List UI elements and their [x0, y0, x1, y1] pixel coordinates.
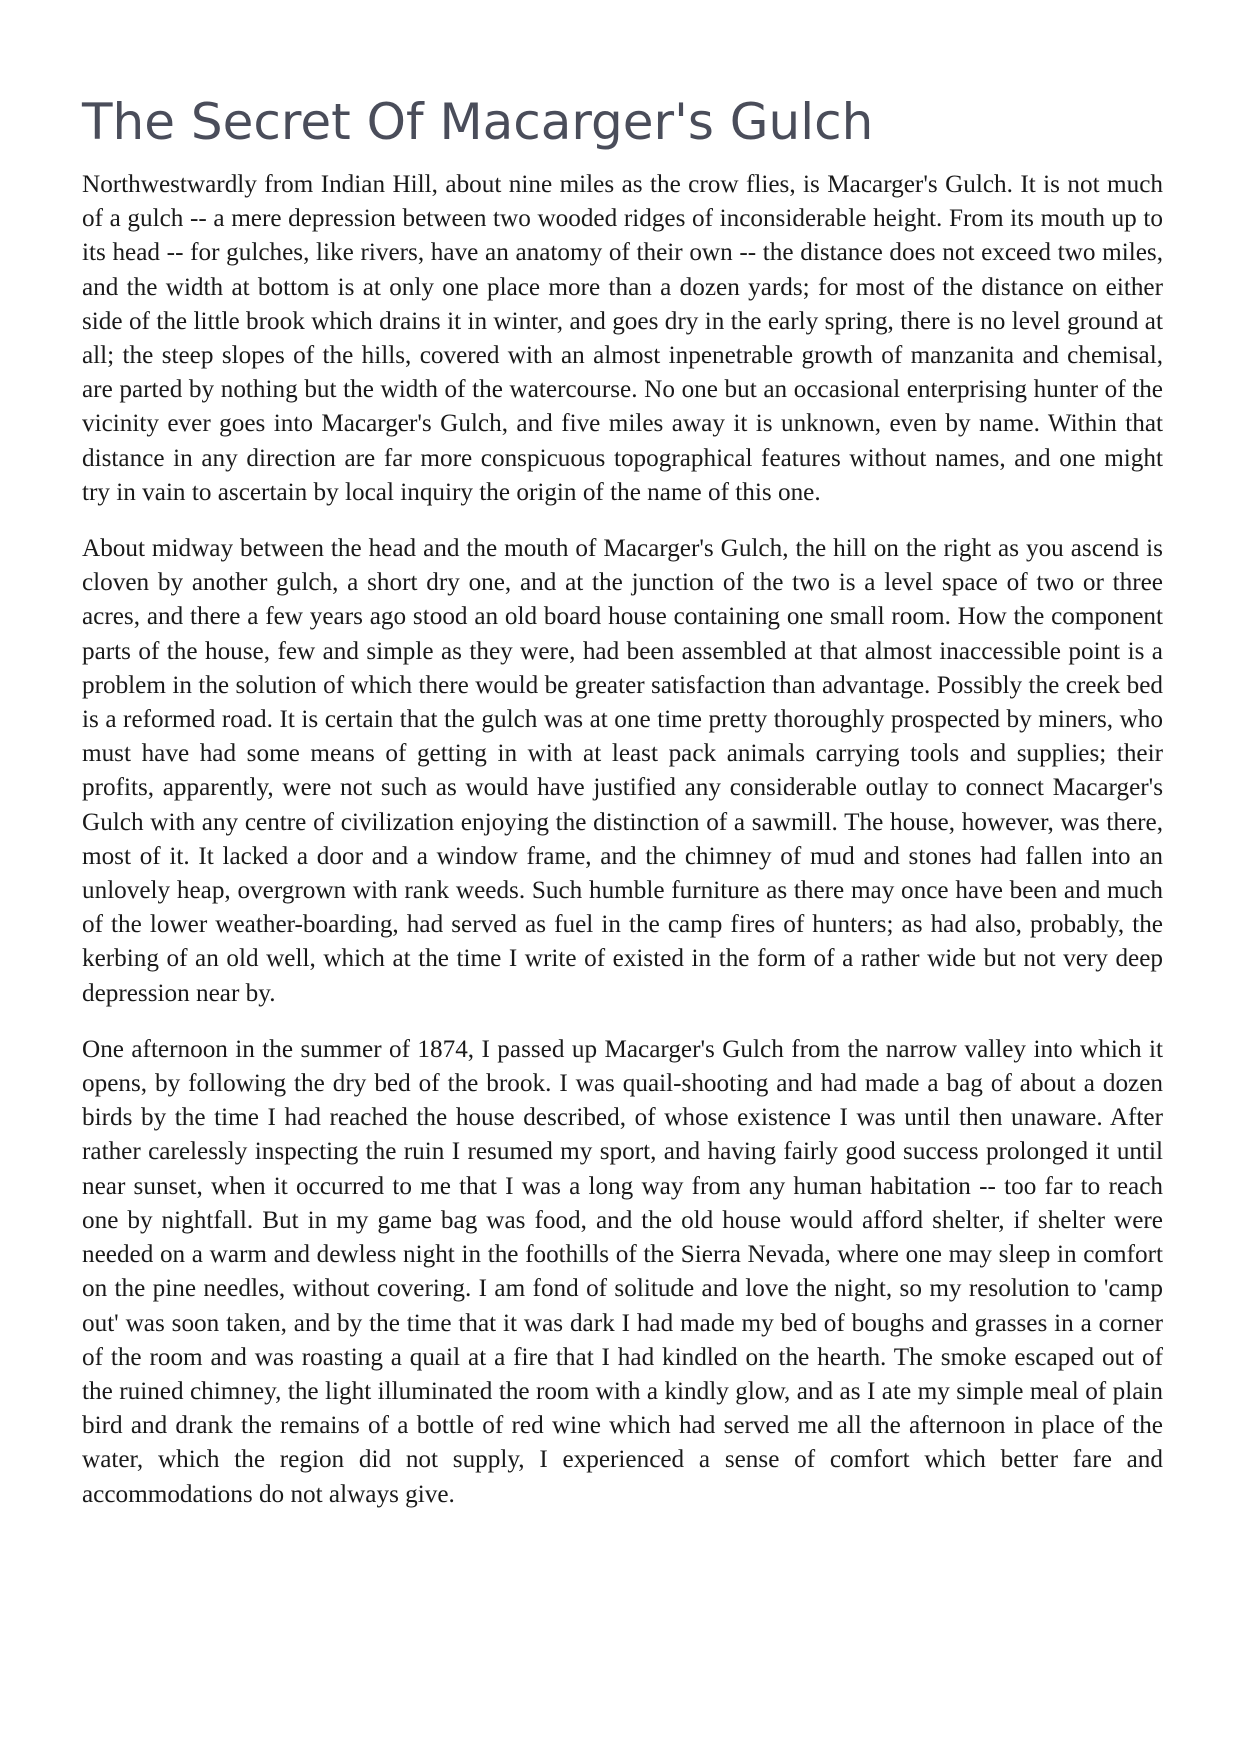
paragraph-3: One afternoon in the summer of 1874, I passed up Macarger's Gulch from the narrow valley into which it opens, by following the dry bed of the brook. I was quail-shooting and had made a bag of about a dozen birds by the time I had reached the house described, of whose existence I was until then unaware. After rather carelessly inspecting the ruin I resumed my sport, and having fairly good success prolonged it until near sunset, when it occurred to me that I was a long way from any human habitation -- too far to reach one by nightfall. But in my game bag was food, and the old house would afford shelter, if shelter were needed on a warm and dewless night in the foothills of the Sierra Nevada, where one may sleep in comfort on the pine needles, without covering. I am fond of solitude and love the night, so my resolution to 'camp out' was soon taken, and by the time that it was dark I had made my bed of boughs and grasses in a corner of the room and was roasting a quail at a fire that I had kindled on the hearth. The smoke escaped out of the ruined chimney, the light illuminated the room with a kindly glow, and as I ate my simple meal of plain bird and drank the remains of a bottle of red wine which had served me all the afternoon in place of the water, which the region did not supply, I experienced a sense of comfort which better fare and accommodations do not always give.: [82, 1035, 1163, 1508]
page-title: The Secret Of Macarger's Gulch: [82, 93, 874, 151]
paragraph-2: About midway between the head and the mouth of Macarger's Gulch, the hill on the right as you ascend is cloven by another gulch, a short dry one, and at the junction of the two is a level space of two or three acres, and there a few years ago stood an old board house containing one small room. How the component parts of the house, few and simple as they were, had been assembled at that almost inaccessible point is a problem in the solution of which there would be greater satisfaction than advantage. Possibly the creek bed is a reformed road. It is certain that the gulch was at one time pretty thoroughly prospected by miners, who must have had some means of getting in with at least pack animals carrying tools and supplies; their profits, apparently, were not such as would have justified any considerable outlay to connect Macarger's Gulch with any centre of civilization enjoying the distinction of a sawmill. The house, however, was there, most of it. It lacked a door and a window frame, and the chimney of mud and stones had fallen into an unlovely heap, overgrown with rank weeds. Such humble furniture as there may once have been and much of the lower weather-boarding, had served as fuel in the camp fires of hunters; as had also, probably, the kerbing of an old well, which at the time I write of existed in the form of a rather wide but not very deep depression near by.: [82, 535, 1163, 1007]
paragraph-1: Northwestwardly from Indian Hill, about nine miles as the crow flies, is Macarger's Gulch. It is not much of a gulch -- a mere depression between two wooded ridges of inconsiderable height. From its mouth up to its head -- for gulches, like rivers, have an anatomy of their own -- the distance does not exceed two miles, and the width at bottom is at only one place more than a dozen yards; for most of the distance on either side of the little brook which drains it in winter, and goes dry in the early spring, there is no level ground at all; the steep slopes of the hills, covered with an almost inpenetrable growth of manzanita and chemisal, are parted by nothing but the width of the watercourse. No one but an occasional enterprising hunter of the vicinity ever goes into Macarger's Gulch, and five miles away it is unknown, even by name. Within that distance in any direction are far more conspicuous topographical features without names, and one might try in vain to ascertain by local inquiry the origin of the name of this one.: [82, 171, 1163, 506]
document-page: [82, 92, 1163, 1534]
